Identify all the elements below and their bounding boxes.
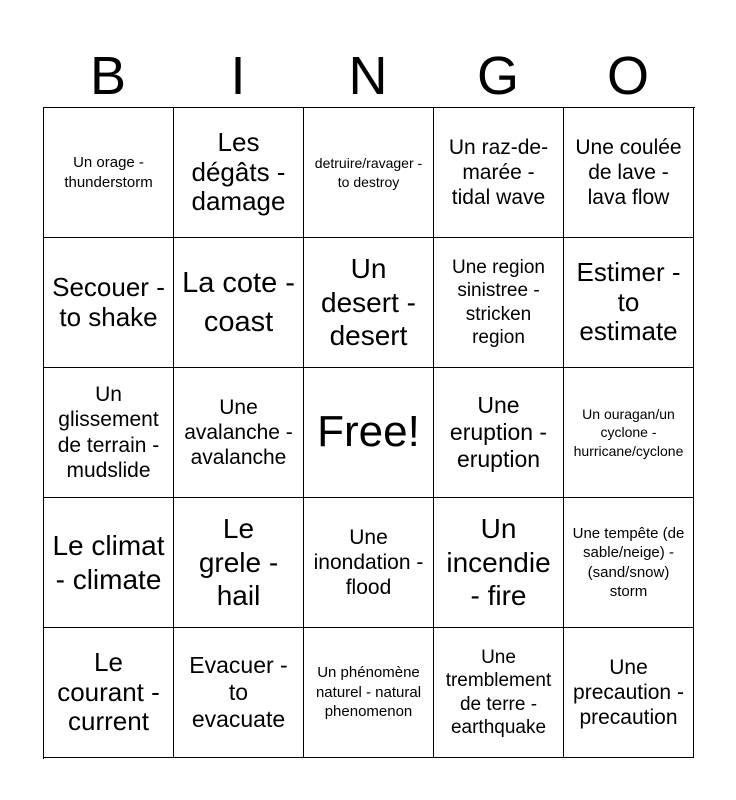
cell-text: Secouer - to shake [52, 272, 165, 332]
cell-text: Le grele - hail [198, 513, 279, 612]
bingo-cell-r4-c4[interactable] [434, 498, 564, 628]
cell-text: Une tempête (de sable/neige) - (sand/snow) storm [572, 524, 685, 600]
bingo-cell-r5-c4[interactable] [434, 628, 564, 758]
cell-text: Une coulée de lave - lava flow [575, 135, 682, 210]
bingo-cell-r5-c2[interactable] [174, 628, 304, 758]
bingo-cell-r4-c1[interactable] [44, 498, 174, 628]
cell-text: Un orage - thunderstorm [64, 154, 153, 191]
header-letter-i: I [230, 46, 246, 106]
cell-text: Un incendie - fire [446, 513, 551, 612]
cell-text: Un desert - desert [321, 253, 416, 352]
bingo-header [43, 44, 693, 108]
bingo-cell-r2-c2[interactable] [174, 238, 304, 368]
free-space: Free! [317, 407, 420, 457]
cell-text: Les dégâts - damage [191, 127, 286, 217]
bingo-cell-r1-c1[interactable] [44, 108, 174, 238]
bingo-cell-r2-c5[interactable] [564, 238, 694, 368]
bingo-cell-r1-c3[interactable] [304, 108, 434, 238]
cell-text: Un phénomène naturel - natural phenomenon [315, 664, 422, 721]
header-letter-g: G [476, 46, 519, 106]
bingo-cell-r3-c3[interactable] [304, 368, 434, 498]
cell-text: Une eruption - eruption [449, 392, 548, 472]
bingo-cell-r1-c2[interactable] [174, 108, 304, 238]
cell-text: Une avalanche - avalanche [184, 395, 293, 470]
cell-text: Le climat - climate [52, 529, 165, 595]
bingo-cell-r2-c4[interactable] [434, 238, 564, 368]
cell-text: Une inondation - flood [313, 525, 424, 600]
header-letter-b: B [89, 46, 127, 106]
cell-text: La cote - coast [182, 267, 295, 338]
bingo-cell-r3-c5[interactable] [564, 368, 694, 498]
bingo-grid [43, 107, 695, 759]
cell-text: Evacuer - to evacuate [189, 652, 288, 732]
cell-text: Un glissement de terrain - mudslide [57, 383, 160, 482]
cell-text: Un ouragan/un cyclone - hurricane/cyclone [573, 406, 684, 459]
bingo-cell-r1-c5[interactable] [564, 108, 694, 238]
cell-text: Estimer - to estimate [576, 257, 681, 347]
cell-text: detruire/ravager - to destroy [314, 155, 423, 190]
bingo-cell-r3-c1[interactable] [44, 368, 174, 498]
bingo-cell-r5-c5[interactable] [564, 628, 694, 758]
bingo-cell-r4-c2[interactable] [174, 498, 304, 628]
header-letter-n: N [348, 46, 388, 106]
bingo-cell-r5-c1[interactable] [44, 628, 174, 758]
bingo-cell-r4-c5[interactable] [564, 498, 694, 628]
bingo-cell-r2-c3[interactable] [304, 238, 434, 368]
cell-text: Un raz-de-marée - tidal wave [448, 135, 549, 210]
bingo-cell-r1-c4[interactable] [434, 108, 564, 238]
cell-text: Une tremblement de terre - earthquake [445, 647, 552, 738]
cell-text: Une precaution - precaution [573, 655, 684, 730]
cell-text: Le courant - current [57, 647, 160, 737]
header-letter-o: O [606, 46, 649, 106]
bingo-cell-r4-c3[interactable] [304, 498, 434, 628]
bingo-cell-r3-c4[interactable] [434, 368, 564, 498]
bingo-cell-r2-c1[interactable] [44, 238, 174, 368]
bingo-cell-r5-c3[interactable] [304, 628, 434, 758]
bingo-cell-r3-c2[interactable] [174, 368, 304, 498]
cell-text: Une region sinistree - stricken region [452, 257, 545, 348]
